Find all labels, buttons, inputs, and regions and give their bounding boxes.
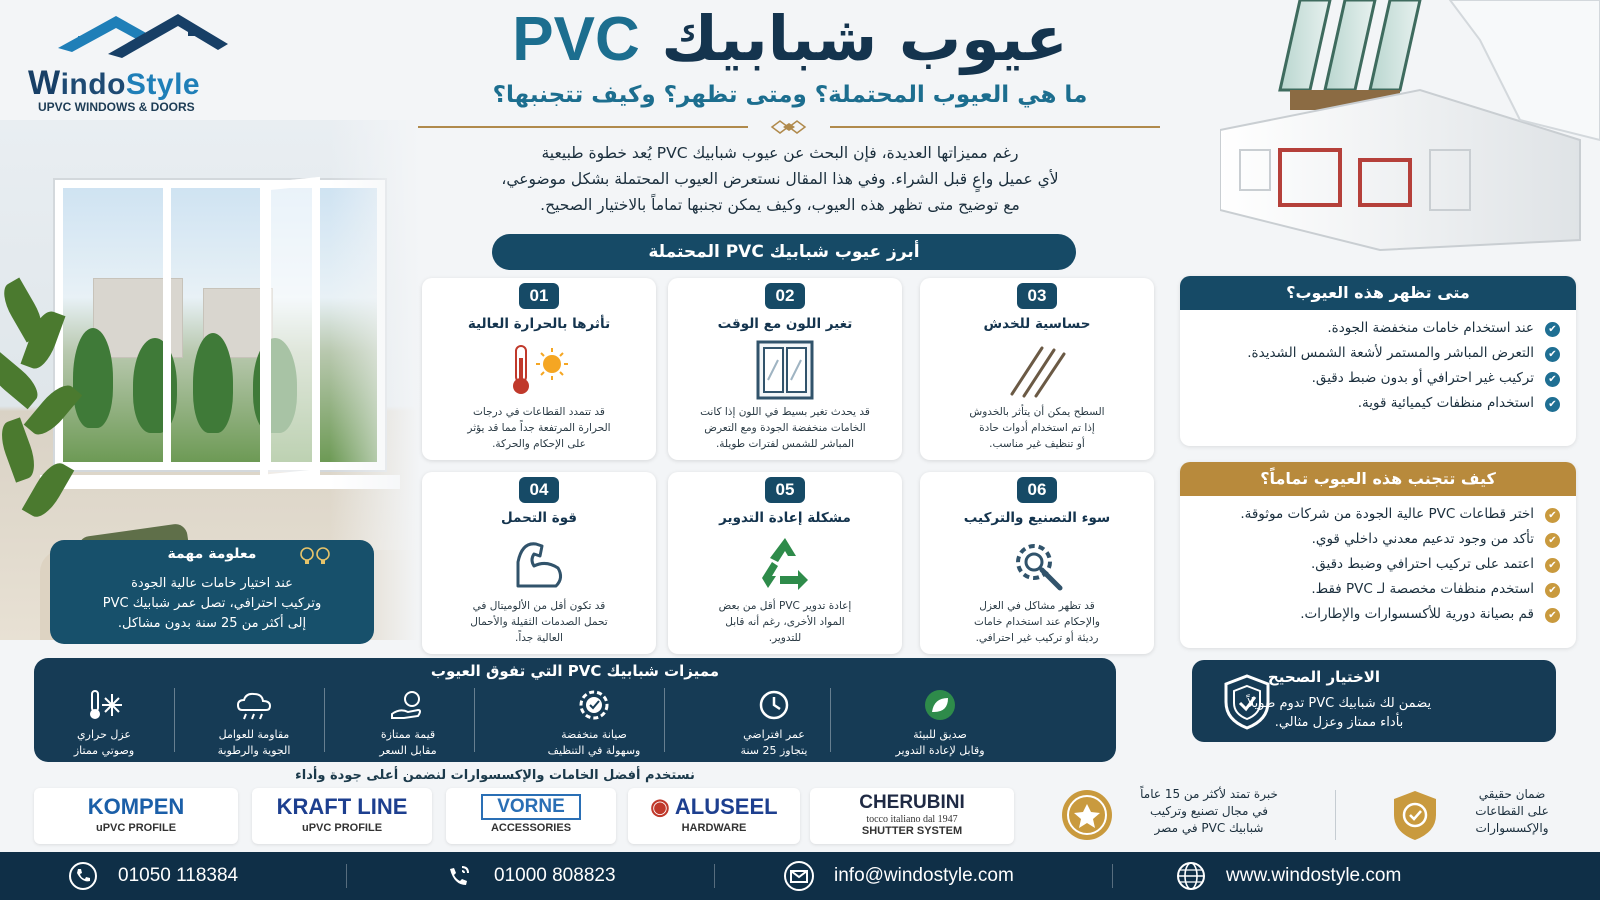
card-description: قد تظهر مشاكل في العزل والإحكام عند استخدام خامات رديئة أو تركيب غير احترافي. xyxy=(974,600,1100,644)
check-icon: ✔ xyxy=(1545,322,1560,337)
check-icon: ✔ xyxy=(1545,533,1560,548)
page-subtitle: ما هي العيوب المحتملة؟ ومتى تظهر؟ وكيف تتجنبها؟ xyxy=(492,82,1088,108)
logo-tagline: UPVC WINDOWS & DOORS xyxy=(38,100,195,114)
gear-check-icon xyxy=(574,688,614,722)
warranty-shield-icon xyxy=(1388,788,1442,842)
feature-item: صيانة منخفضة وسهولة في التنظيف xyxy=(524,688,664,758)
globe-icon xyxy=(1176,861,1206,891)
card-description: قد يحدث تغير بسيط في اللون إذا كانت الخامات منخفضة الجودة ومع التعرض المباشر للشمس لفترات طويلة. xyxy=(700,406,870,450)
intro-paragraph xyxy=(410,140,1150,218)
intro-line: رغم مميزاتها العديدة، فإن البحث عن عيوب شبابيك PVC يُعد خطوة طبيعية xyxy=(541,144,1019,162)
upvc-profile-cross-section-image xyxy=(1220,0,1600,255)
check-icon: ✔ xyxy=(1545,608,1560,623)
envelope-icon xyxy=(784,861,814,891)
arm-strength-icon xyxy=(504,534,574,594)
gear-wrench-icon xyxy=(1002,534,1072,594)
brand-kraft-line[interactable]: KRAFT LINE uPVC PROFILE xyxy=(252,788,432,844)
card-title: تغير اللون مع الوقت xyxy=(717,316,853,332)
feature-item: قيمة ممتازة مقابل السعر xyxy=(338,688,478,758)
phone-icon xyxy=(68,861,98,891)
check-icon: ✔ xyxy=(1545,508,1560,523)
phone-ringing-icon xyxy=(444,861,474,891)
page-title xyxy=(420,2,1160,75)
house-roof-icon xyxy=(38,8,238,70)
card-description: قد تكون أقل من الألوميتال في تحمل الصدمات الثقيلة والأحمال العالية جداً. xyxy=(470,600,608,644)
card-number: 01 xyxy=(519,283,559,309)
brand-aluseel[interactable]: ◉ ALUSEEL HARDWARE xyxy=(628,788,800,844)
experience-seal-icon xyxy=(1060,788,1114,842)
choice-body: يضمن لك شبابيك PVC تدوم طويلاً بأداء ممتاز وعزل مثالي. xyxy=(1246,696,1432,730)
card-title: مشكلة إعادة التدوير xyxy=(719,510,851,526)
check-icon: ✔ xyxy=(1545,558,1560,573)
when-defects-appear-panel xyxy=(1180,276,1576,446)
pvc-features-bar xyxy=(34,658,1116,762)
choice-title: الاختيار الصحيح xyxy=(1267,668,1381,686)
check-icon: ✔ xyxy=(1545,347,1560,362)
defects-section-header: أبرز عيوب شبابيك PVC المحتملة xyxy=(492,234,1076,270)
feature-item: صديق للبيئة وقابل لإعادة التدوير xyxy=(870,688,1010,758)
hand-coin-icon xyxy=(388,688,428,722)
list-item: ✔ اختر قطاعات PVC عالية الجودة من شركات موثوقة. xyxy=(1216,502,1560,527)
check-icon: ✔ xyxy=(1545,583,1560,598)
card-number: 05 xyxy=(765,477,805,503)
plant xyxy=(0,270,80,570)
window-frame-icon xyxy=(750,340,820,400)
list-item: ✔ استخدام منظفات كيميائية قوية. xyxy=(1216,391,1560,416)
intro-line: لأي عميل واعٍ قبل الشراء. وفي هذا المقال نستعرض العيوب المحتملة بشكل موضوعي، xyxy=(501,170,1059,188)
weather-icon xyxy=(234,688,274,722)
card-title: حساسية للخدش xyxy=(983,316,1091,332)
email-link[interactable]: info@windostyle.com xyxy=(784,852,1064,900)
defect-card-06 xyxy=(920,472,1154,654)
thermometer-sun-icon xyxy=(504,340,574,400)
warranty-text: ضمان حقيقي على القطاعات والإكسسوارات xyxy=(1475,787,1549,835)
card-title: قوة التحمل xyxy=(500,510,577,526)
brand-vorne[interactable]: VORNE ACCESSORIES xyxy=(446,788,616,844)
defect-card-01 xyxy=(422,278,656,460)
feature-item: عزل حراري وصوتي ممتاز xyxy=(34,688,174,758)
title-arabic: عيوب شبابيك xyxy=(661,2,1068,75)
right-choice-box xyxy=(1192,660,1556,742)
defect-card-03 xyxy=(920,278,1154,460)
card-number: 02 xyxy=(765,283,805,309)
logo-wordmark: WindoStyle xyxy=(28,64,201,102)
brands-caption: نستخدم أفضل الخامات والإكسسوارات لنضمن أعلى جودة وأداء xyxy=(295,768,695,783)
contact-footer xyxy=(0,852,1600,900)
check-icon: ✔ xyxy=(1545,372,1560,387)
phone-1[interactable]: 01050 118384 xyxy=(68,852,288,900)
thermo-snow-icon xyxy=(84,688,124,722)
card-description: السطح يمكن أن يتأثر بالخدوش إذا تم استخدام أدوات حادة أو تنظيف غير مناسب. xyxy=(969,406,1105,450)
scratch-icon xyxy=(1002,340,1072,400)
important-info-box xyxy=(50,540,374,644)
card-number: 04 xyxy=(519,477,559,503)
intro-line: مع توضيح متى تظهر هذه العيوب، وكيف يمكن تجنبها تماماً بالاختيار الصحيح. xyxy=(540,196,1020,214)
phone-2[interactable]: 01000 808823 xyxy=(444,852,664,900)
check-icon: ✔ xyxy=(1545,397,1560,412)
list-item: ✔ استخدم منظفات مخصصة لـ PVC فقط. xyxy=(1216,577,1560,602)
brand-cherubini[interactable]: CHERUBINI tocco italiano dal 1947 SHUTTER SYSTEM xyxy=(810,788,1014,844)
card-number: 03 xyxy=(1017,283,1057,309)
feature-item: عمر افتراضي يتجاوز 25 سنة xyxy=(704,688,844,758)
card-number: 06 xyxy=(1017,477,1057,503)
defect-card-02 xyxy=(668,278,902,460)
experience-text: خبرة تمتد لأكثر من 15 عاماً في مجال تصنيع وتركيب شبابيك PVC في مصر xyxy=(1140,787,1278,835)
feature-item: مقاومة للعوامل الجوية والرطوبة xyxy=(184,688,324,758)
info-title: معلومة مهمة xyxy=(167,546,257,562)
list-item: ✔ تأكد من وجود تدعيم معدني داخلي قوي. xyxy=(1216,527,1560,552)
list-item: ✔ تركيب غير احترافي أو بدون ضبط دقيق. xyxy=(1216,366,1560,391)
defect-card-05 xyxy=(668,472,902,654)
title-pvc: PVC xyxy=(512,5,640,74)
clock-icon xyxy=(754,688,794,722)
leaf-icon xyxy=(920,688,960,722)
list-item: ✔ التعرض المباشر والمستمر لأشعة الشمس الشديدة. xyxy=(1216,341,1560,366)
list-item: ✔ عند استخدام خامات منخفضة الجودة. xyxy=(1216,316,1560,341)
website-link[interactable]: www.windostyle.com xyxy=(1176,852,1456,900)
list-item: ✔ قم بصيانة دورية للأكسسوارات والإطارات. xyxy=(1216,602,1560,627)
when-panel-title: متى تظهر هذه العيوب؟ xyxy=(1180,276,1576,310)
card-title: سوء التصنيع والتركيب xyxy=(963,510,1111,526)
brand-kompen[interactable]: KOMPEN uPVC PROFILE xyxy=(34,788,238,844)
how-to-avoid-panel xyxy=(1180,462,1576,648)
brand-logo[interactable] xyxy=(28,8,248,118)
avoid-list xyxy=(1180,496,1576,627)
defect-card-04 xyxy=(422,472,656,654)
aluseel-mark-icon: ◉ xyxy=(650,794,670,819)
list-item: ✔ اعتمد على تركيب احترافي وضبط دقيق. xyxy=(1216,552,1560,577)
when-list xyxy=(1180,310,1576,416)
card-description: إعادة تدوير PVC أقل من بعض المواد الأخرى، رغم أنه قابل للتدوير. xyxy=(718,600,852,644)
recycle-icon xyxy=(750,534,820,594)
ornament-divider xyxy=(418,120,1160,134)
info-body: عند اختيار خامات عالية الجودة وتركيب احترافي، تصل عمر شبابيك PVC إلى أكثر من 25 سنة بدون مشاكل. xyxy=(102,576,322,631)
card-description: قد تتمدد القطاعات في درجات الحرارة المرتفعة جداً مما قد يؤثر على الإحكام والحركة. xyxy=(467,406,611,450)
avoid-panel-title: كيف تتجنب هذه العيوب تماماً؟ xyxy=(1180,462,1576,496)
features-title: مميزات شبابيك PVC التي تفوق العيوب xyxy=(430,662,720,680)
card-title: تأثرها بالحرارة العالية xyxy=(467,316,611,332)
